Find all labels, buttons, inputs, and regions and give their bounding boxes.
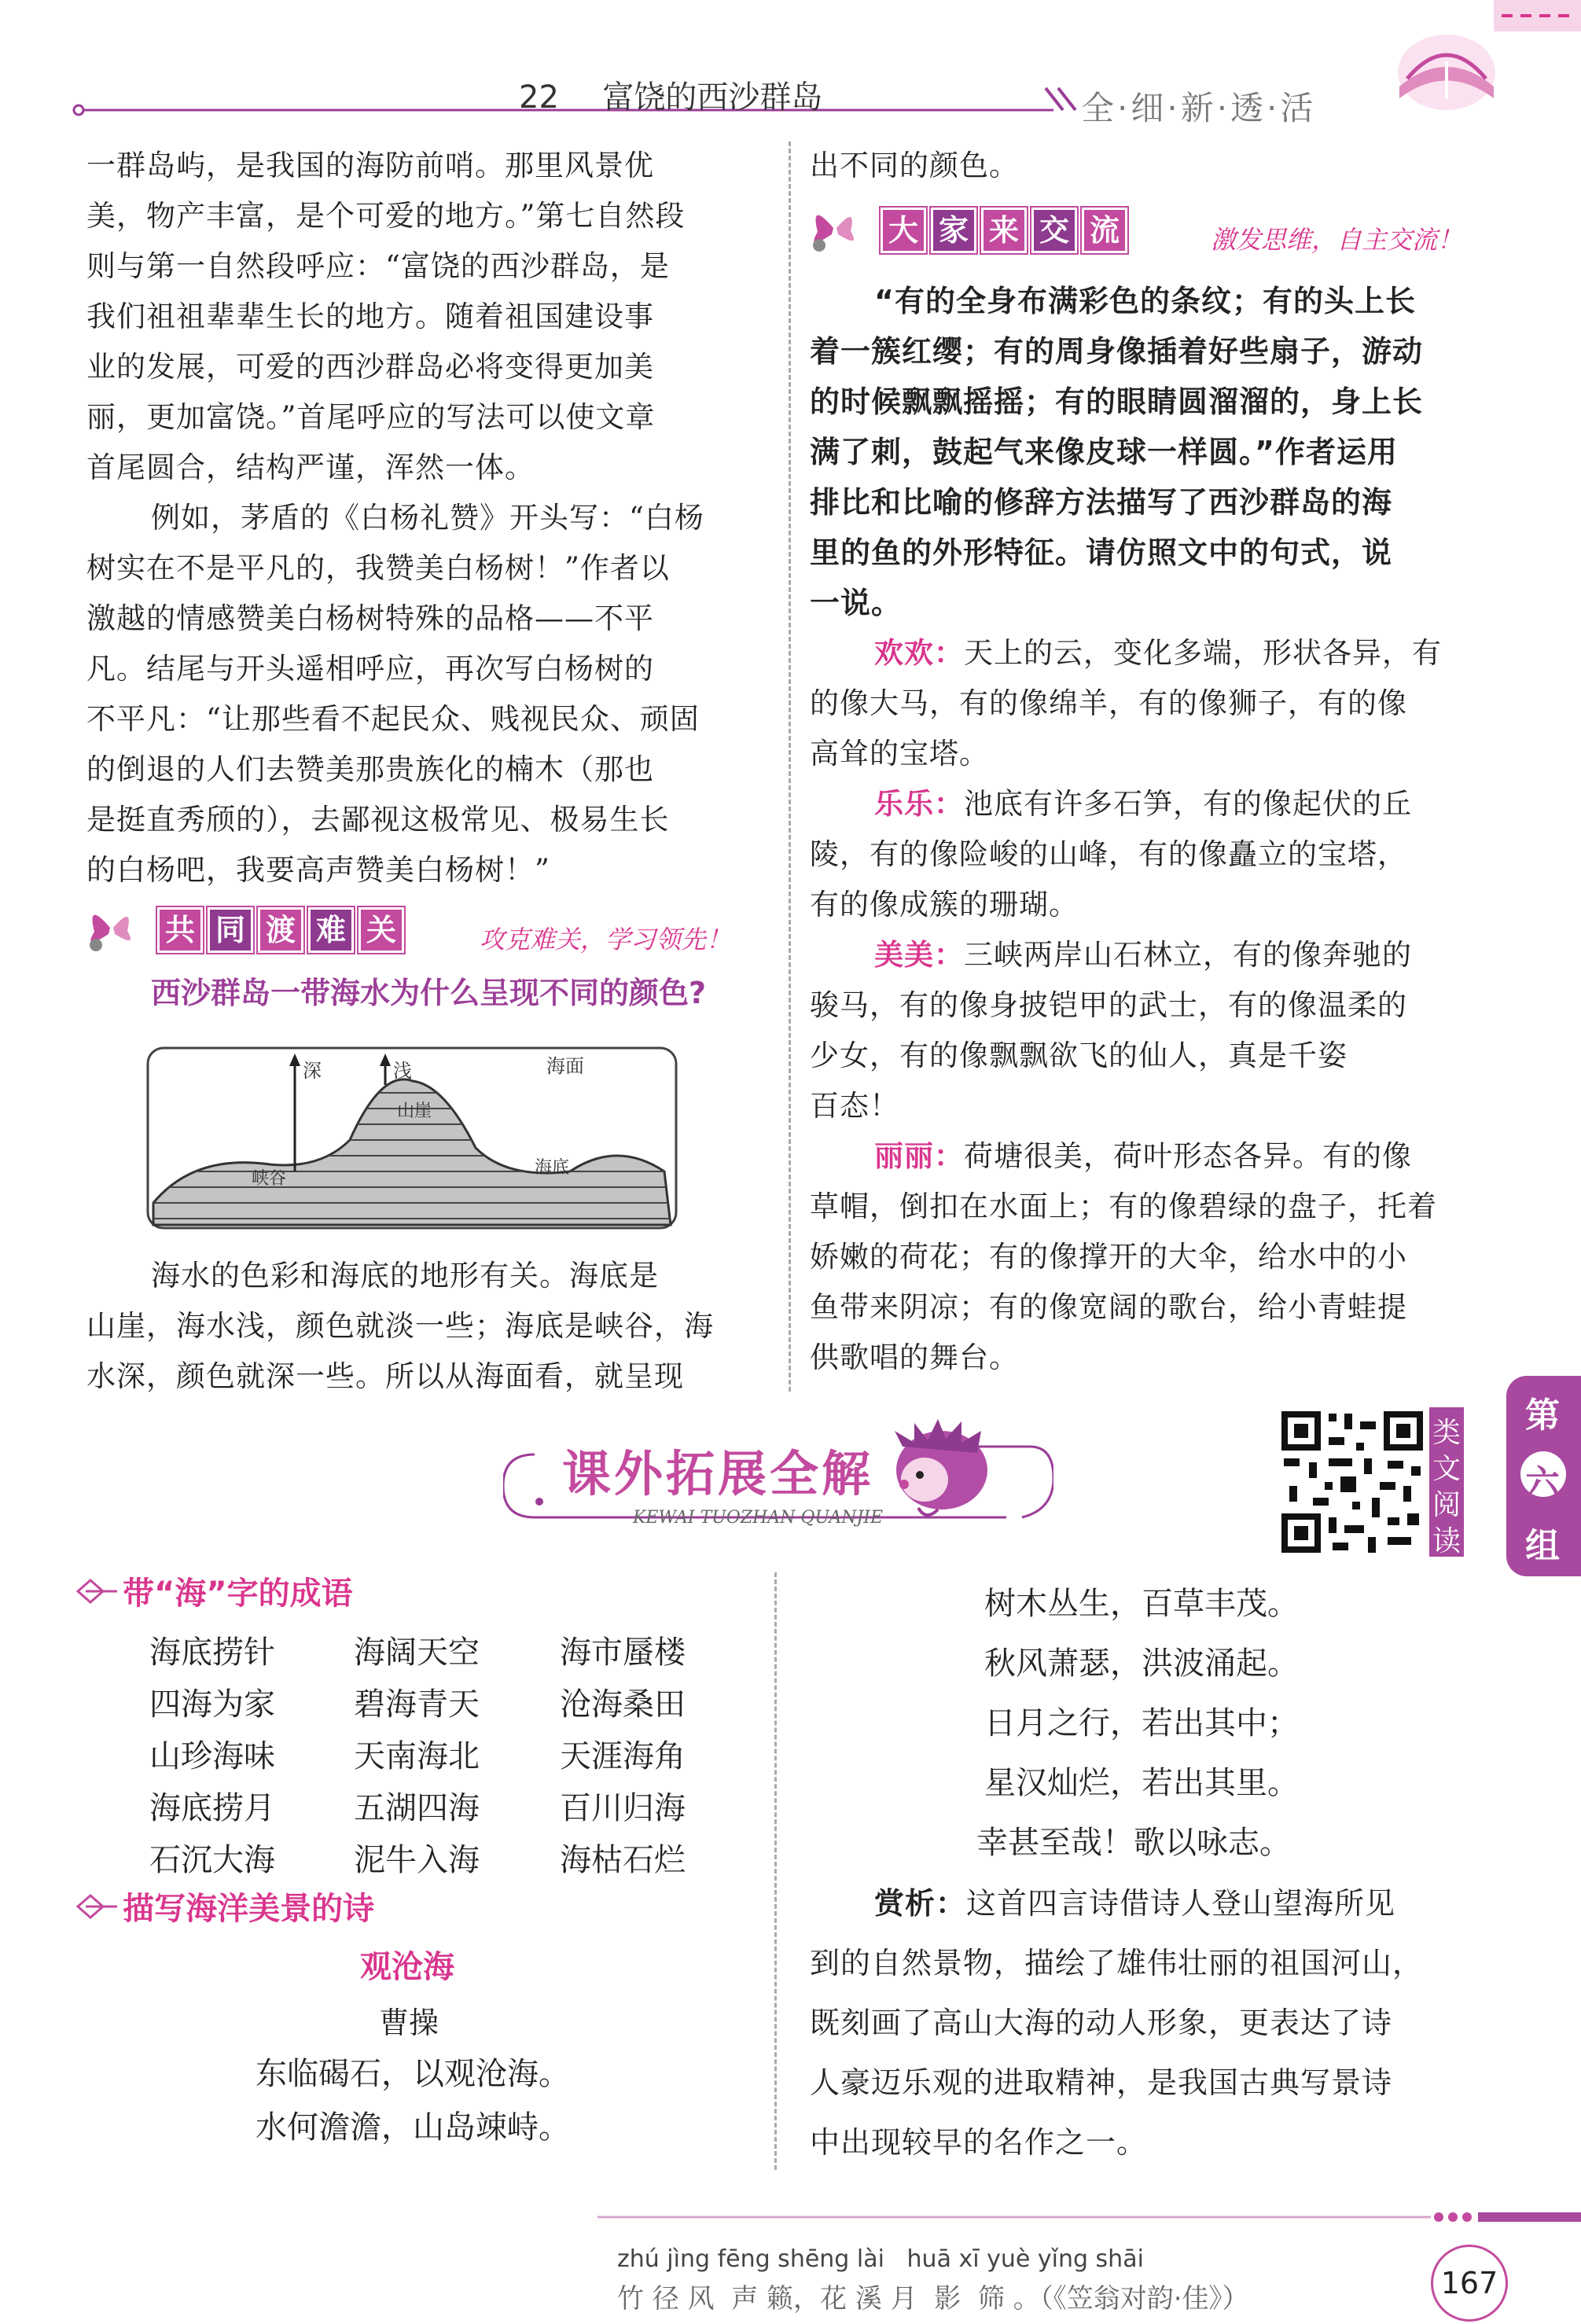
text-line: 是挺直秀颀的），去鄙视这极常见、极易生长 xyxy=(86,803,670,837)
text-line: 有的像成簇的珊瑚。 xyxy=(810,888,1079,921)
section-title-char: 大 xyxy=(881,208,926,253)
text-line: 山崖，海水浅，颜色就淡一些；海底是峡谷，海 xyxy=(86,1309,714,1343)
label-seabed: 海底 xyxy=(535,1158,570,1178)
unit-tab-char: 组 xyxy=(1525,1526,1560,1566)
speaker-name: 丽丽： xyxy=(874,1139,964,1173)
text-line: “有的全身布满彩色的条纹；有的头上长 xyxy=(874,284,1416,318)
qr-code-icon xyxy=(1278,1407,1427,1557)
diamond-bullet-icon xyxy=(75,1576,119,1607)
label-shallow: 浅 xyxy=(393,1060,412,1082)
text-line: 不平凡：“让那些看不起民众、贱视民众、顽固 xyxy=(86,702,700,736)
text-line: 业的发展，可爱的西沙群岛必将变得更加美 xyxy=(86,350,654,384)
idiom: 海枯石烂 xyxy=(560,1842,686,1878)
text-line: 到的自然景物，描绘了雄伟壮丽的祖国河山， xyxy=(810,1946,1424,1980)
label-deep: 深 xyxy=(303,1060,322,1082)
idiom: 五湖四海 xyxy=(354,1790,480,1826)
seabed-diagram-figure xyxy=(145,1046,678,1230)
banner-title: 课外拓展全解 xyxy=(562,1445,874,1502)
series-tagline: 全·细·新·透·活 xyxy=(1081,89,1317,127)
qr-label-char: 读 xyxy=(1432,1525,1462,1557)
section-title-char: 同 xyxy=(208,907,253,953)
book-logo-icon xyxy=(1368,0,1581,126)
text-line: 这首四言诗借诗人登山望海所见 xyxy=(966,1886,1396,1921)
idiom: 山珍海味 xyxy=(149,1738,275,1774)
section-title-char: 来 xyxy=(981,208,1027,253)
poem-line: 日月之行，若出其中； xyxy=(984,1705,1299,1741)
qr-label-char: 阅 xyxy=(1432,1489,1462,1521)
section-title-char: 渡 xyxy=(258,907,303,953)
text-line: 的像大马，有的像绵羊，有的像狮子，有的像 xyxy=(810,686,1407,720)
poem-line: 秋风萧瑟，洪波涌起。 xyxy=(984,1646,1299,1682)
label-cliff: 山崖 xyxy=(397,1101,432,1121)
poem-author: 曹操 xyxy=(379,2006,439,2040)
poems-heading: 描写海洋美景的诗 xyxy=(75,1884,374,1929)
idiom: 石沉大海 xyxy=(149,1842,275,1878)
section-header-tackle xyxy=(79,896,755,959)
text-line: 三峡两岸山石林立，有的像奔驰的 xyxy=(964,938,1412,972)
page-number-badge xyxy=(1431,2245,1508,2322)
section-slogan: 攻克难关，学习领先！ xyxy=(480,925,732,954)
qr-code[interactable] xyxy=(1278,1407,1427,1557)
text-line: 的倒退的人们去赞美那贵族化的楠木（那也 xyxy=(86,752,654,786)
footer-verse: 竹 径 风 声 籁，花 溪 月 影 筛 。（《笠翁对韵·佳》） xyxy=(617,2283,1249,2315)
speaker-name: 乐乐： xyxy=(874,787,964,821)
poem-line: 东临碣石，以观沧海。 xyxy=(256,2056,570,2092)
lesson-title: 富饶的西沙群岛 xyxy=(602,79,823,116)
text-line: 里的鱼的外形特征。请仿照文中的句式，说 xyxy=(810,535,1393,570)
page-header xyxy=(0,0,1581,134)
section-slogan: 激发思维，自主交流！ xyxy=(1211,225,1463,255)
text-line: 天上的云，变化多端，形状各异，有 xyxy=(964,636,1442,670)
idiom: 沧海桑田 xyxy=(560,1686,686,1723)
qr-label-char: 类 xyxy=(1432,1417,1462,1449)
text-line: 一群岛屿，是我国的海防前哨。那里风景优 xyxy=(86,149,654,182)
butterfly-icon xyxy=(802,197,865,259)
section-title-char: 交 xyxy=(1031,208,1077,253)
banner-pinyin: KEWAI TUOZHAN QUANJIE xyxy=(633,1508,884,1528)
extension-divider xyxy=(774,1572,777,2170)
text-line: 的时候飘飘摇摇；有的眼睛圆溜溜的，身上长 xyxy=(810,384,1424,419)
poem-line: 幸甚至哉！歌以咏志。 xyxy=(976,1825,1291,1861)
text-line: 的白杨吧，我要高声赞美白杨树！” xyxy=(86,853,550,887)
text-line: 海水的色彩和海底的地形有关。海底是 xyxy=(151,1259,659,1293)
text-line: 凡。结尾与开头遥相呼应，再次写白杨树的 xyxy=(86,652,654,686)
text-line: 少女，有的像飘飘欲飞的仙人，真是千姿 xyxy=(810,1039,1348,1072)
text-line: 供歌唱的舞台。 xyxy=(810,1340,1019,1374)
text-line: 骏马，有的像身披铠甲的武士，有的像温柔的 xyxy=(810,988,1407,1022)
speaker-name: 欢欢： xyxy=(874,636,964,670)
text-line: 我们祖祖辈辈生长的地方。随着祖国建设事 xyxy=(86,300,654,333)
poem-line: 水何澹澹，山岛竦峙。 xyxy=(256,2109,570,2146)
poem-title: 观沧海 xyxy=(360,1949,454,1985)
question-text: 西沙群岛一带海水为什么呈现不同的颜色? xyxy=(151,976,707,1010)
extension-banner xyxy=(503,1415,1053,1533)
text-line: 鱼带来阴凉；有的像宽阔的歌台，给小青蛙提 xyxy=(810,1290,1407,1324)
text-line: 荷塘很美，荷叶形态各异。有的像 xyxy=(964,1139,1412,1173)
diamond-bullet-icon xyxy=(75,1891,119,1922)
idiom: 天南海北 xyxy=(354,1738,480,1774)
idiom: 海市蜃楼 xyxy=(560,1635,686,1671)
seabed-diagram xyxy=(145,1046,678,1230)
idiom: 四海为家 xyxy=(149,1686,275,1723)
text-line: 人豪迈乐观的进取精神，是我国古典写景诗 xyxy=(810,2065,1393,2100)
text-line: 排比和比喻的修辞方法描写了西沙群岛的海 xyxy=(810,485,1393,520)
poem-line: 星汉灿烂，若出其里。 xyxy=(984,1765,1299,1801)
section-title-char: 家 xyxy=(931,208,976,253)
text-line: 池底有许多石笋，有的像起伏的丘 xyxy=(964,787,1412,821)
text-line: 树实在不是平凡的，我赞美白杨树！”作者以 xyxy=(86,551,670,585)
analysis-label: 赏析： xyxy=(874,1886,967,1921)
unit-tab-char: 六 xyxy=(1525,1463,1560,1503)
section-title-char: 关 xyxy=(358,907,404,953)
unit-tab-char: 第 xyxy=(1525,1396,1560,1436)
hedgehog-icon xyxy=(879,1415,997,1525)
text-line: 高耸的宝塔。 xyxy=(810,737,989,770)
lesson-number: 22 xyxy=(519,79,559,116)
poem-line: 树木丛生，百草丰茂。 xyxy=(984,1586,1299,1622)
section-title-char: 难 xyxy=(308,907,354,953)
text-line: 水深，颜色就深一些。所以从海面看，就呈现 xyxy=(86,1359,684,1393)
idiom: 碧海青天 xyxy=(354,1686,480,1723)
idiom: 泥牛入海 xyxy=(354,1842,480,1878)
text-line: 则与第一自然段呼应：“富饶的西沙群岛，是 xyxy=(86,249,670,283)
label-canyon: 峡谷 xyxy=(252,1169,287,1189)
footer-pinyin: zhú jìng fēng shēng lài huā xī yuè yǐng shāi xyxy=(617,2245,1144,2273)
text-line: 既刻画了高山大海的动人形象，更表达了诗 xyxy=(810,2006,1393,2040)
unit-side-tab[interactable] xyxy=(1506,1376,1581,1576)
text-line: 陵，有的像险峻的山峰，有的像矗立的宝塔， xyxy=(810,837,1407,871)
column-divider xyxy=(789,142,791,1392)
idiom: 海底捞针 xyxy=(149,1635,275,1671)
idiom: 百川归海 xyxy=(560,1790,686,1826)
text-line: 一说。 xyxy=(810,586,903,620)
butterfly-icon xyxy=(79,896,142,959)
text-line: 美，物产丰富，是个可爱的地方。”第七自然段 xyxy=(86,199,686,233)
text-line: 例如，茅盾的《白杨礼赞》开头写：“白杨 xyxy=(151,501,704,535)
idioms-heading: 带“海”字的成语 xyxy=(75,1568,353,1613)
idiom: 天涯海角 xyxy=(560,1738,686,1774)
label-surface: 海面 xyxy=(546,1055,584,1077)
qr-label-char: 文 xyxy=(1432,1453,1462,1485)
text-line: 百态！ xyxy=(810,1089,899,1123)
text-line: 草帽，倒扣在水面上；有的像碧绿的盘子，托着 xyxy=(810,1190,1437,1223)
section-title-char: 共 xyxy=(157,907,203,953)
idiom: 海阔天空 xyxy=(354,1635,480,1671)
text-line: 着一簇红缨；有的周身像插着好些扇子，游动 xyxy=(810,334,1424,369)
text-line: 首尾圆合，结构严谨，浑然一体。 xyxy=(86,450,535,484)
section-title-char: 流 xyxy=(1082,208,1127,253)
text-line: 娇嫩的荷花；有的像撑开的大伞，给水中的小 xyxy=(810,1240,1407,1274)
text-line: 丽，更加富饶。”首尾呼应的写法可以使文章 xyxy=(86,400,656,434)
text-line: 满了刺，鼓起气来像皮球一样圆。”作者运用 xyxy=(810,435,1398,469)
section-header-exchange xyxy=(802,197,1494,259)
footer-rule xyxy=(0,2205,1581,2229)
page-number: 167 xyxy=(1440,2266,1498,2300)
text-line: 激越的情感赞美白杨树特殊的品格——不平 xyxy=(86,601,654,635)
text-line: 中出现较早的名作之一。 xyxy=(810,2125,1148,2160)
idiom: 海底捞月 xyxy=(149,1790,275,1826)
continuation-text: 出不同的颜色。 xyxy=(810,149,1019,182)
speaker-name: 美美： xyxy=(874,938,964,972)
qr-label xyxy=(1429,1407,1464,1557)
